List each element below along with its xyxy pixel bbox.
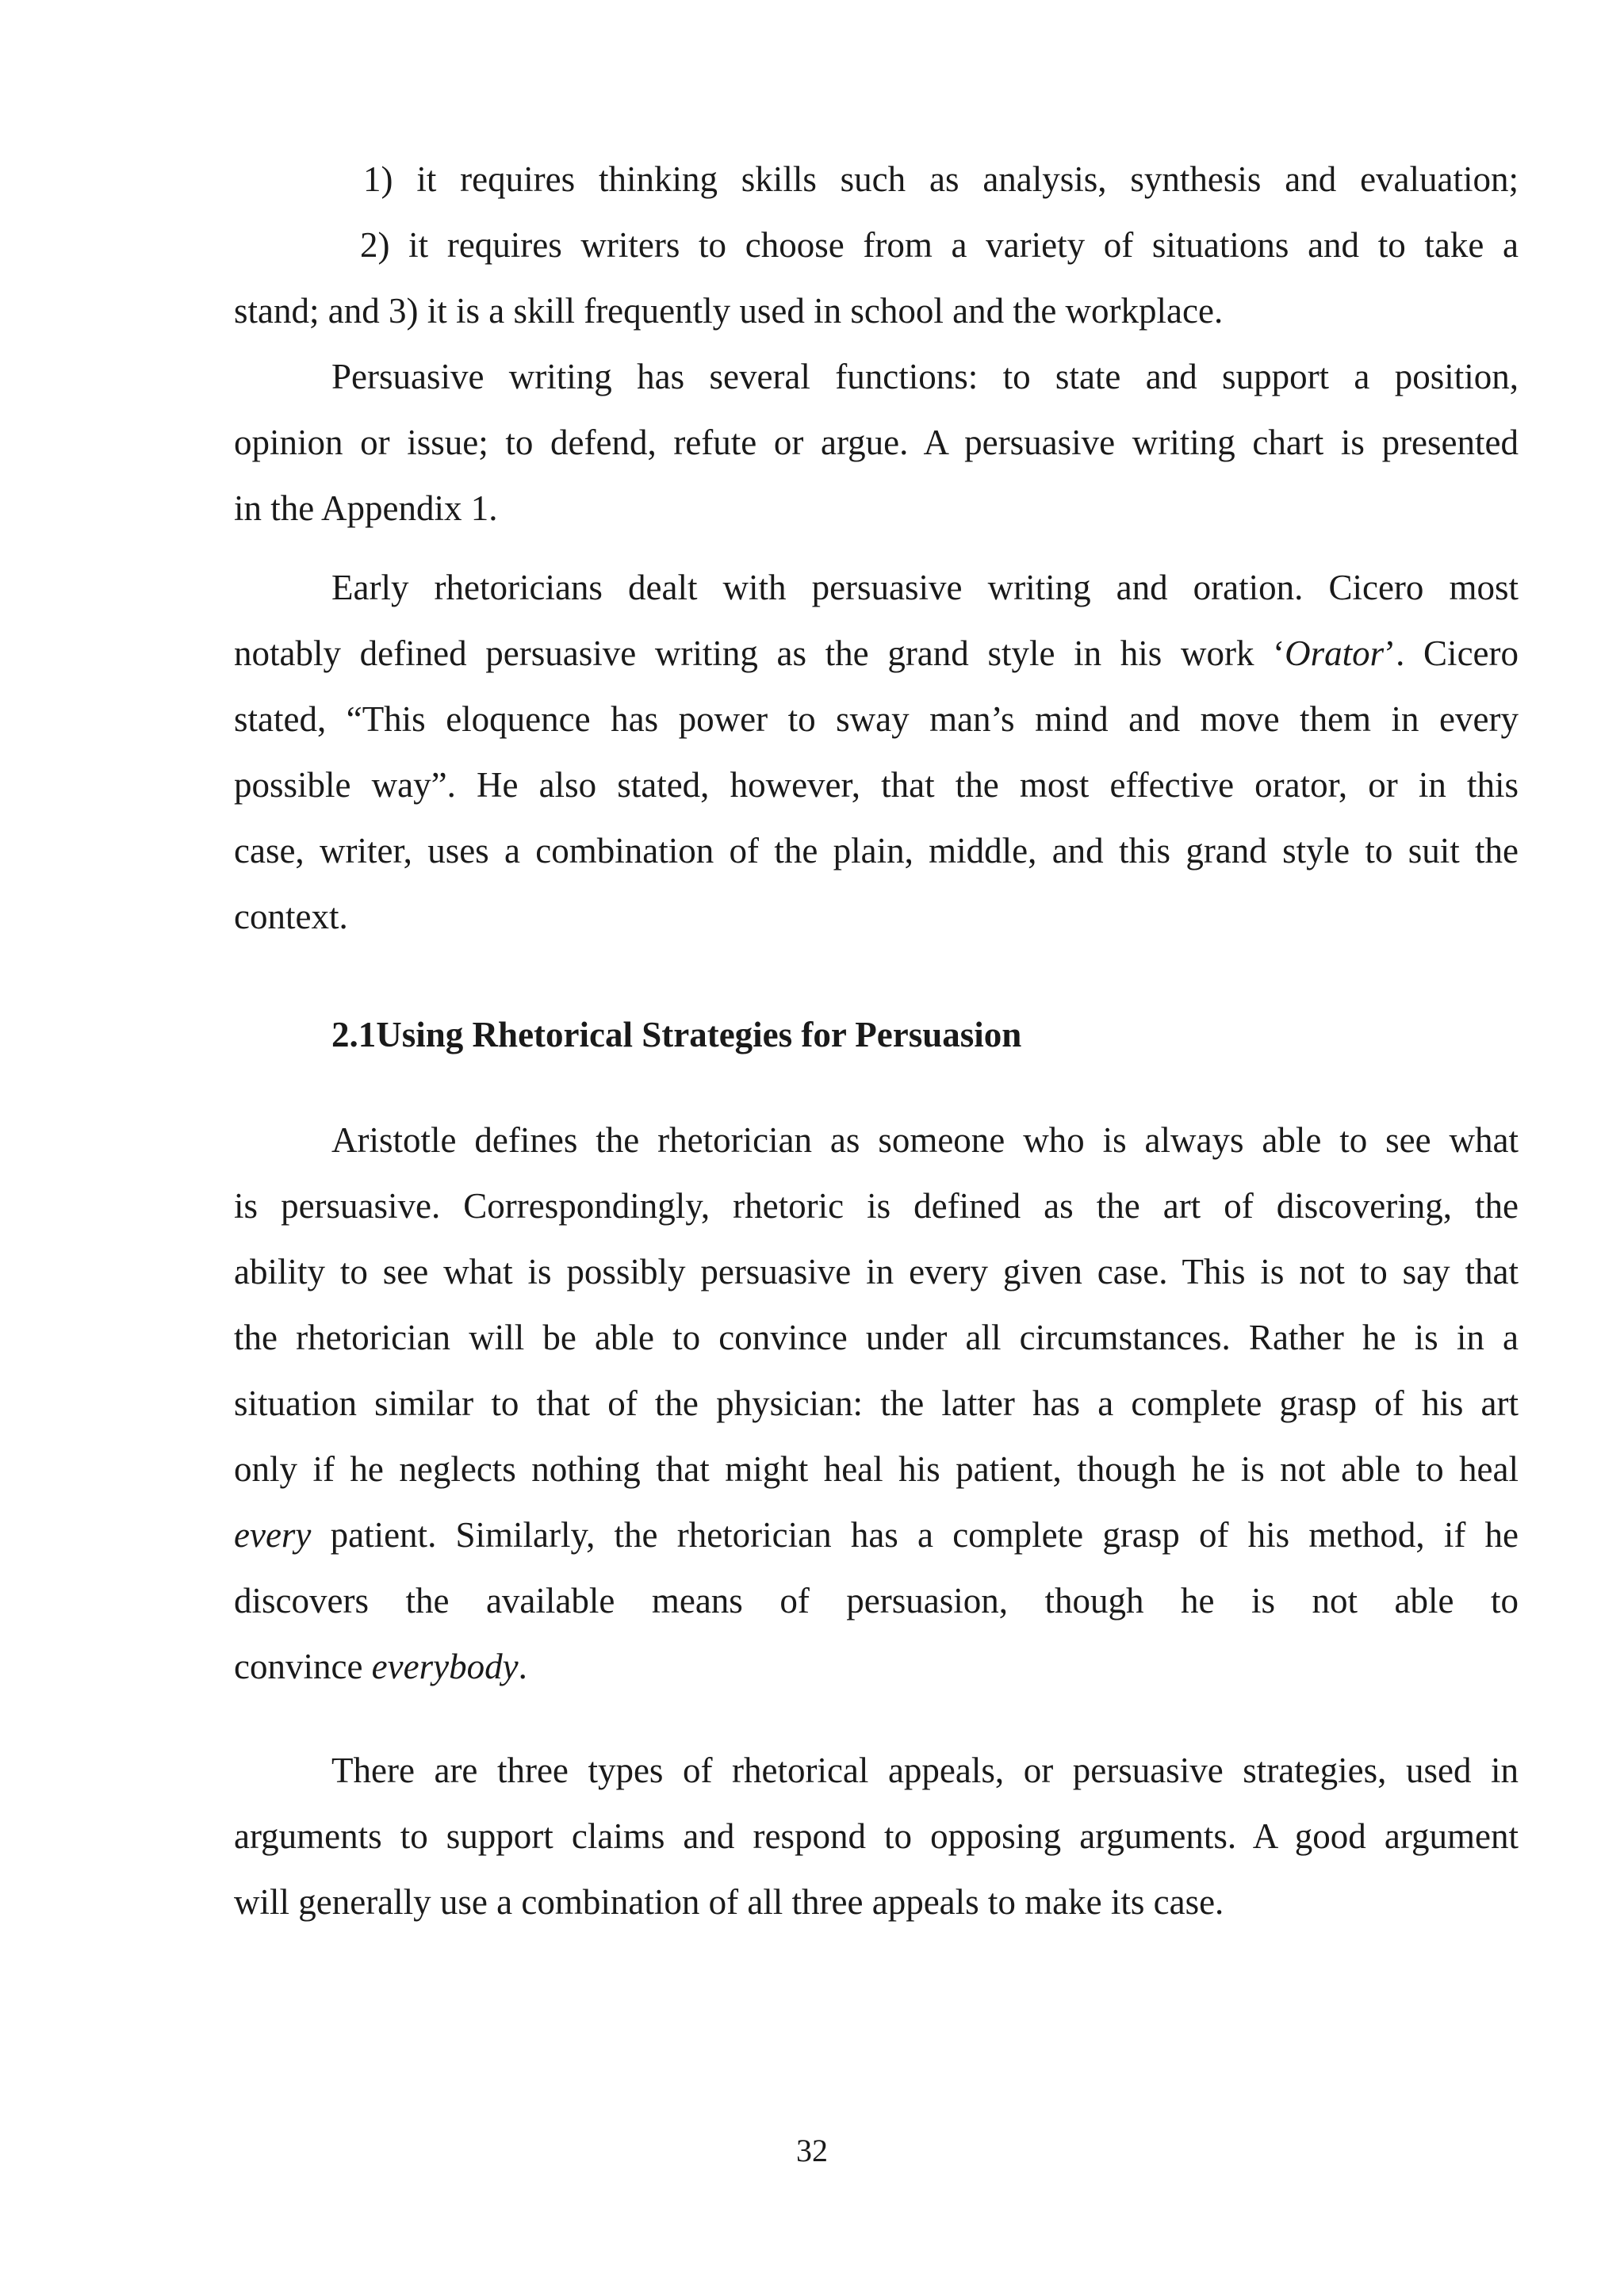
text-line-with-italic [234,1644,1519,1689]
text-line: ability to see what is possibly persuasive in every given case. This is not to say that [234,1252,1519,1292]
text-segment: . [518,1647,527,1686]
text-line: Early rhetoricians dealt with persuasive writing and oration. Cicero most [331,568,1519,607]
text-line-with-italic [234,1513,1519,1557]
text-line: in the Appendix 1. [234,488,498,528]
section-heading: 2.1Using Rhetorical Strategies for Persuasion [331,1015,1022,1054]
text-line: Persuasive writing has several functions: to state and support a position, [331,357,1519,396]
text-line: There are three types of rhetorical appeals, or persuasive strategies, used in [331,1751,1519,1790]
text-segment: ’. Cicero [1384,633,1519,673]
italic-work-title: Orator [1285,633,1385,673]
italic-emphasis: every [234,1515,312,1555]
text-line: situation similar to that of the physician: the latter has a complete grasp of his art [234,1383,1519,1423]
text-line: arguments to support claims and respond to opposing arguments. A good argument [234,1816,1519,1856]
text-segment: patient. Similarly, the rhetorician has a complete grasp of his method, if he [311,1515,1519,1555]
text-line: only if he neglects nothing that might heal his patient, though he is not able to heal [234,1449,1519,1489]
text-line: discovers the available means of persuasion, though he is not able to [234,1581,1519,1621]
text-line: the rhetorician will be able to convince under all circumstances. Rather he is in a [234,1318,1519,1357]
text-line: is persuasive. Correspondingly, rhetoric is defined as the art of discovering, the [234,1186,1519,1226]
text-segment: notably defined persuasive writing as the grand style in his work ‘ [234,633,1285,673]
text-line: stated, “This eloquence has power to sway man’s mind and move them in every [234,699,1519,739]
text-segment: convince [234,1647,372,1686]
text-line-with-italic [234,631,1519,675]
text-line: will generally use a combination of all three appeals to make its case. [234,1882,1224,1922]
text-line: case, writer, uses a combination of the plain, middle, and this grand style to suit the [234,831,1519,871]
text-line: Aristotle defines the rhetorician as someone who is always able to see what [331,1120,1519,1160]
text-line: 2) it requires writers to choose from a variety of situations and to take a [360,225,1519,265]
text-line: 1) it requires thinking skills such as analysis, synthesis and evaluation; [363,159,1519,199]
text-line: context. [234,897,348,936]
text-line: stand; and 3) it is a skill frequently used in school and the workplace. [234,291,1224,331]
text-line: opinion or issue; to defend, refute or argue. A persuasive writing chart is presented [234,423,1519,462]
italic-emphasis: everybody [371,1647,519,1686]
text-line: possible way”. He also stated, however, that the most effective orator, or in this [234,765,1519,805]
page-number: 32 [796,2133,828,2168]
